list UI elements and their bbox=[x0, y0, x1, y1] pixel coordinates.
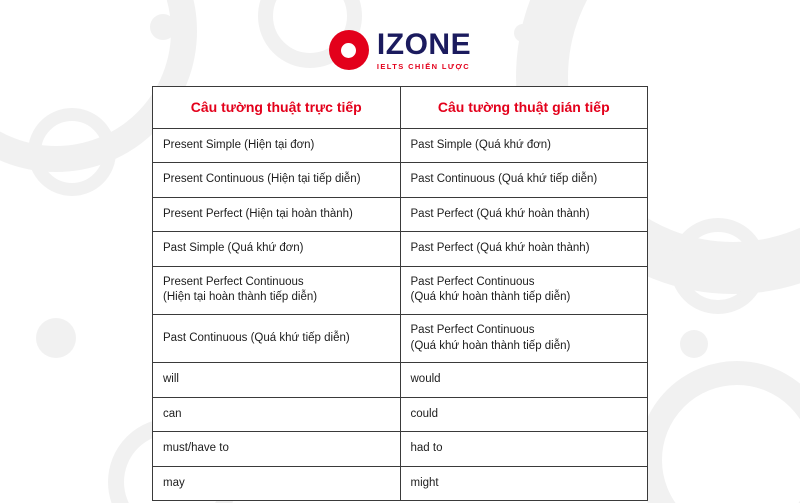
cell-indirect bbox=[400, 232, 648, 267]
table-row bbox=[153, 314, 648, 362]
decorative-ring-icon bbox=[638, 361, 800, 503]
cell-text-line: Present Simple (Hiện tại đơn) bbox=[163, 138, 315, 151]
cell-direct bbox=[153, 163, 401, 198]
cell-indirect bbox=[400, 197, 648, 232]
cell-direct bbox=[153, 363, 401, 398]
cell-text-line: Past Simple (Quá khứ đơn) bbox=[410, 138, 552, 151]
cell-text-line: Past Perfect Continuous bbox=[410, 323, 535, 336]
cell-text-line: Past Perfect (Quá khứ hoàn thành) bbox=[410, 207, 590, 220]
logo-name: IZONE bbox=[376, 28, 472, 61]
table-row bbox=[153, 232, 648, 267]
reported-speech-table bbox=[152, 86, 648, 501]
cell-text-line: can bbox=[163, 407, 182, 420]
cell-direct bbox=[153, 432, 401, 467]
cell-text-line: Past Perfect Continuous bbox=[410, 275, 535, 288]
table-row bbox=[153, 466, 648, 501]
table-row bbox=[153, 363, 648, 398]
cell-text-line: would bbox=[410, 373, 441, 386]
table-row bbox=[153, 197, 648, 232]
cell-direct bbox=[153, 397, 401, 432]
logo-tagline: IELTS CHIẾN LƯỢC bbox=[376, 62, 471, 71]
cell-indirect bbox=[400, 128, 648, 163]
cell-text-line: must/have to bbox=[163, 442, 229, 455]
table-row bbox=[153, 163, 648, 198]
cell-text-line: Present Continuous (Hiện tại tiếp diễn) bbox=[163, 173, 361, 186]
decorative-ring-icon bbox=[28, 108, 116, 196]
cell-indirect bbox=[400, 314, 648, 362]
cell-text-line: (Quá khứ hoàn thành tiếp diễn) bbox=[410, 291, 571, 304]
cell-indirect bbox=[400, 163, 648, 198]
cell-direct bbox=[153, 197, 401, 232]
cell-direct bbox=[153, 232, 401, 267]
cell-indirect bbox=[400, 432, 648, 467]
cell-direct bbox=[153, 466, 401, 501]
decorative-ring-icon bbox=[670, 218, 766, 314]
cell-text-line: had to bbox=[410, 442, 443, 455]
cell-text-line: (Quá khứ hoàn thành tiếp diễn) bbox=[410, 339, 571, 352]
cell-text-line: Past Simple (Quá khứ đơn) bbox=[163, 242, 304, 255]
table-row bbox=[153, 397, 648, 432]
cell-text-line: (Hiện tại hoàn thành tiếp diễn) bbox=[163, 291, 318, 304]
cell-indirect bbox=[400, 466, 648, 501]
cell-direct bbox=[153, 314, 401, 362]
column-header-indirect: Câu tường thuật gián tiếp bbox=[400, 87, 648, 129]
cell-direct bbox=[153, 266, 401, 314]
cell-indirect bbox=[400, 397, 648, 432]
cell-direct bbox=[153, 128, 401, 163]
table-row bbox=[153, 266, 648, 314]
cell-text-line: will bbox=[163, 373, 179, 386]
cell-indirect bbox=[400, 363, 648, 398]
cell-text-line: Past Perfect (Quá khứ hoàn thành) bbox=[410, 242, 590, 255]
cell-indirect bbox=[400, 266, 648, 314]
target-circle-icon bbox=[329, 30, 369, 70]
table-head bbox=[153, 87, 648, 129]
table-row bbox=[153, 432, 648, 467]
cell-text-line: Present Perfect Continuous bbox=[163, 275, 304, 288]
cell-text-line: Present Perfect (Hiện tại hoàn thành) bbox=[163, 207, 353, 220]
table-body bbox=[153, 128, 648, 500]
cell-text-line: might bbox=[410, 476, 439, 489]
cell-text-line: could bbox=[410, 407, 438, 420]
column-header-direct: Câu tường thuật trực tiếp bbox=[153, 87, 401, 129]
brand-logo bbox=[0, 30, 800, 71]
decorative-dot-icon bbox=[36, 318, 76, 358]
reported-speech-table-wrapper bbox=[152, 86, 648, 501]
cell-text-line: may bbox=[163, 476, 185, 489]
decorative-dot-icon bbox=[680, 330, 708, 358]
table-header-row bbox=[153, 87, 648, 129]
cell-text-line: Past Continuous (Quá khứ tiếp diễn) bbox=[163, 331, 350, 344]
table-row bbox=[153, 128, 648, 163]
cell-text-line: Past Continuous (Quá khứ tiếp diễn) bbox=[410, 173, 598, 186]
